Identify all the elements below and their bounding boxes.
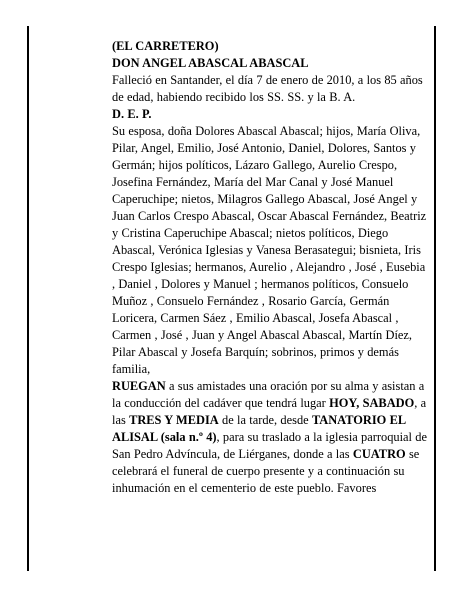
- funeral-text-d: , para su traslado a la iglesia parroquial de San Pedro Advíncula, de Liérganes, donde a las: [112, 430, 427, 461]
- day-label: HOY, SABADO: [329, 396, 415, 410]
- nickname-heading: (EL CARRETERO): [112, 39, 219, 53]
- funeral-text-b: , a las: [112, 396, 427, 427]
- funeral-text-c: de la tarde, desde: [218, 413, 312, 427]
- left-border-rule: [27, 26, 29, 571]
- funeral-text-a: a sus amistades una oración por su alma y asistan a la conducción del cadáver que tendrá lugar: [112, 379, 425, 410]
- ruegan-label: RUEGAN: [112, 379, 166, 393]
- deceased-name: DON ANGEL ABASCAL ABASCAL: [112, 56, 309, 70]
- right-border-rule: [434, 26, 436, 571]
- funeral-text-e: se celebrará el funeral de cuerpo presente y a continuación su inhumación en el cementerio de este pueblo. Favores: [112, 447, 420, 495]
- death-announcement: Falleció en Santander, el día 7 de enero de 2010, a los 85 años de edad, habiendo recibido los SS. SS. y la B. A.: [112, 73, 423, 104]
- funeral-home-label: TANATORIO EL ALISAL (sala n.º 4): [112, 413, 406, 444]
- obituary-text: [112, 38, 427, 497]
- family-list: Su esposa, doña Dolores Abascal Abascal; hijos, María Oliva, Pilar, Angel, Emilio, José Antonio, Daniel, Dolores, Santos y Germán; hijos políticos, Lázaro Gallego, Aurelio Crespo, Josefina Fernández, María del Mar Canal y José Manuel Caperuchipe; nietos, Milagros Gallego Abascal, José Angel y Juan Carlos Crespo Abascal, Oscar Abascal Fernández, Beatriz y Cristina Caperuchipe Abascal; nietos políticos, Diego Abascal, Verónica Iglesias y Vanesa Berasategui; bisnieta, Iris Crespo Iglesias; hermanos, Aurelio , Alejandro , José , Eusebia , Daniel , Dolores y Manuel ; hermanos políticos, Consuelo Muñoz , Consuelo Fernández , Rosario García, Germán Loricera, Carmen Sáez , Emilio Abascal, Josefa Abascal , Carmen , José , Juan y Angel Abascal Abascal, Martín Díez, Pilar Abascal y Josefa Barquín; sobrinos, primos y demás familia,: [112, 124, 427, 376]
- time-label: TRES Y MEDIA: [129, 413, 219, 427]
- rest-in-peace: D. E. P.: [112, 107, 152, 121]
- funeral-details: [112, 378, 427, 497]
- service-time-label: CUATRO: [352, 447, 406, 461]
